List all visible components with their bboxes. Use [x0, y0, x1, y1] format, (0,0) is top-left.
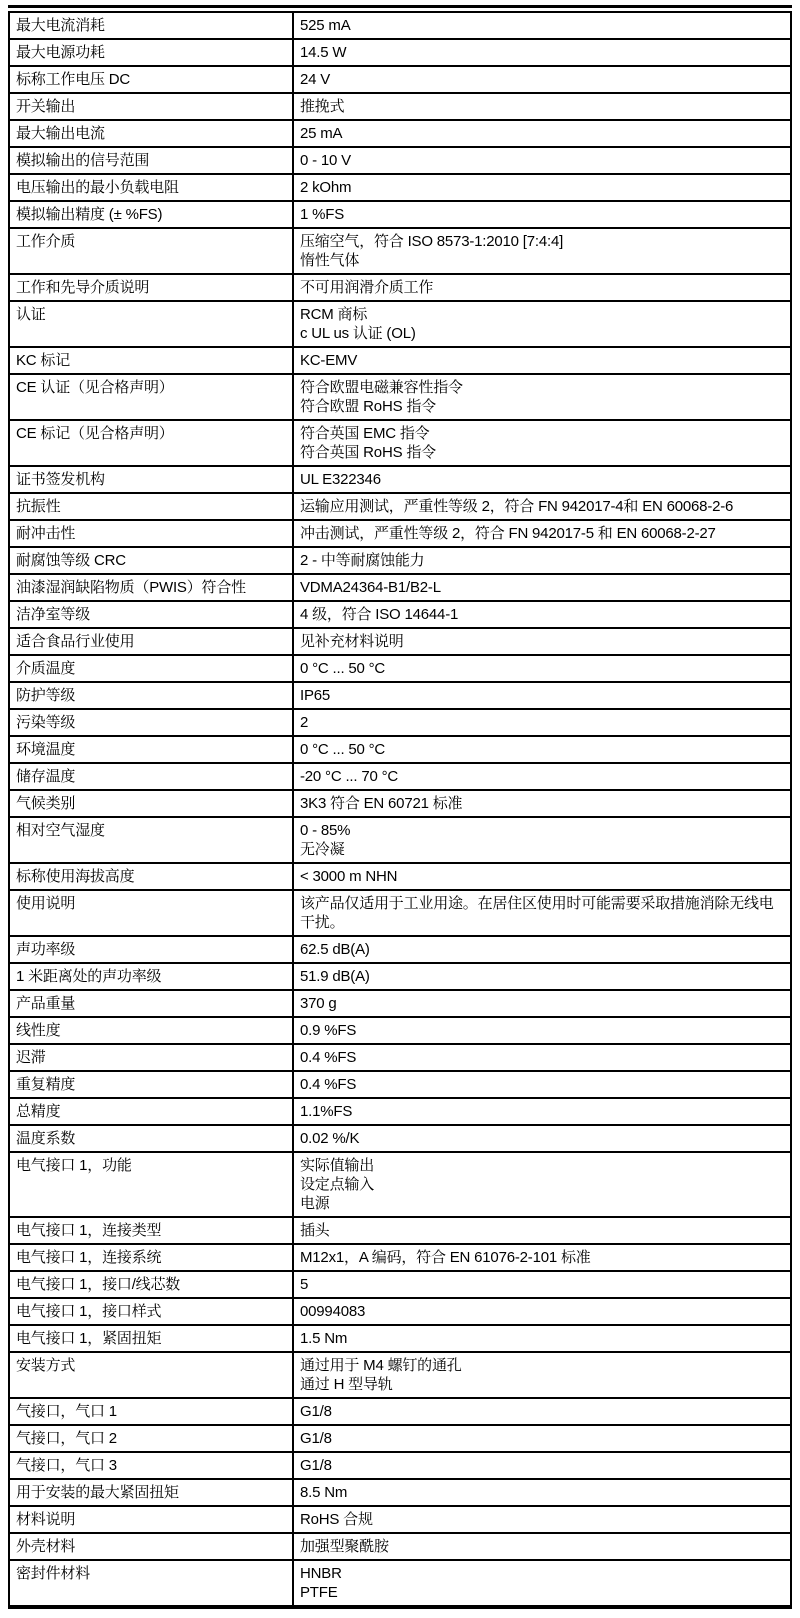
table-row	[9, 147, 791, 174]
table-row	[9, 1452, 791, 1479]
table-row	[9, 1398, 791, 1425]
spec-label: 抗振性	[9, 493, 293, 520]
table-row	[9, 420, 791, 466]
spec-label: 工作介质	[9, 228, 293, 274]
spec-value: 1 %FS	[293, 201, 791, 228]
table-row	[9, 763, 791, 790]
spec-value: 4 级，符合 ISO 14644-1	[293, 601, 791, 628]
spec-value: 压缩空气，符合 ISO 8573-1:2010 [7:4:4] 惰性气体	[293, 228, 791, 274]
spec-value: 符合欧盟电磁兼容性指令 符合欧盟 RoHS 指令	[293, 374, 791, 420]
spec-value: 插头	[293, 1217, 791, 1244]
table-row	[9, 990, 791, 1017]
spec-value: 525 mA	[293, 12, 791, 39]
spec-value: 符合英国 EMC 指令 符合英国 RoHS 指令	[293, 420, 791, 466]
spec-value: IP65	[293, 682, 791, 709]
table-row	[9, 1506, 791, 1533]
table-row	[9, 863, 791, 890]
spec-value: 14.5 W	[293, 39, 791, 66]
spec-value: 加强型聚酰胺	[293, 1533, 791, 1560]
table-row	[9, 1044, 791, 1071]
spec-value: RoHS 合规	[293, 1506, 791, 1533]
table-row	[9, 1098, 791, 1125]
table-row	[9, 201, 791, 228]
spec-value: 2 - 中等耐腐蚀能力	[293, 547, 791, 574]
spec-value: 0.4 %FS	[293, 1071, 791, 1098]
spec-value: 0 - 85% 无冷凝	[293, 817, 791, 863]
spec-label: 电压输出的最小负载电阻	[9, 174, 293, 201]
spec-label: 证书签发机构	[9, 466, 293, 493]
spec-value: 0 °C ... 50 °C	[293, 736, 791, 763]
table-row	[9, 66, 791, 93]
table-row	[9, 709, 791, 736]
table-row	[9, 1217, 791, 1244]
spec-label: 储存温度	[9, 763, 293, 790]
spec-value: HNBR PTFE	[293, 1560, 791, 1607]
table-row	[9, 1325, 791, 1352]
table-row	[9, 790, 791, 817]
spec-value: 370 g	[293, 990, 791, 1017]
table-row	[9, 1425, 791, 1452]
spec-value: -20 °C ... 70 °C	[293, 763, 791, 790]
table-row	[9, 39, 791, 66]
spec-label: 标称工作电压 DC	[9, 66, 293, 93]
spec-label: 认证	[9, 301, 293, 347]
spec-value: G1/8	[293, 1425, 791, 1452]
table-row	[9, 493, 791, 520]
spec-label: 气候类别	[9, 790, 293, 817]
spec-label: 气接口，气口 2	[9, 1425, 293, 1452]
spec-label: 相对空气湿度	[9, 817, 293, 863]
spec-label: 总精度	[9, 1098, 293, 1125]
spec-label: 重复精度	[9, 1071, 293, 1098]
table-row	[9, 1533, 791, 1560]
spec-label: 环境温度	[9, 736, 293, 763]
spec-value: 2	[293, 709, 791, 736]
spec-value: 该产品仅适用于工业用途。在居住区使用时可能需要采取措施消除无线电干扰。	[293, 890, 791, 936]
spec-label: 产品重量	[9, 990, 293, 1017]
table-row	[9, 817, 791, 863]
spec-label: 电气接口 1，连接类型	[9, 1217, 293, 1244]
spec-value: 0.02 %/K	[293, 1125, 791, 1152]
spec-value: 0 - 10 V	[293, 147, 791, 174]
spec-label: 开关输出	[9, 93, 293, 120]
table-row	[9, 1125, 791, 1152]
spec-label: 污染等级	[9, 709, 293, 736]
spec-value: KC-EMV	[293, 347, 791, 374]
top-divider-rule	[8, 5, 792, 8]
spec-value: UL E322346	[293, 466, 791, 493]
spec-label: 迟滞	[9, 1044, 293, 1071]
spec-label: 模拟输出精度 (± %FS)	[9, 201, 293, 228]
spec-table	[8, 11, 792, 1609]
spec-value: 推挽式	[293, 93, 791, 120]
spec-label: 外壳材料	[9, 1533, 293, 1560]
spec-value: 24 V	[293, 66, 791, 93]
spec-value: 51.9 dB(A)	[293, 963, 791, 990]
spec-label: 适合食品行业使用	[9, 628, 293, 655]
table-row	[9, 936, 791, 963]
spec-value: 25 mA	[293, 120, 791, 147]
table-row	[9, 93, 791, 120]
table-row	[9, 174, 791, 201]
spec-label: 气接口，气口 1	[9, 1398, 293, 1425]
spec-label: 电气接口 1，功能	[9, 1152, 293, 1217]
spec-value: 冲击测试，严重性等级 2，符合 FN 942017-5 和 EN 60068-2-27	[293, 520, 791, 547]
table-row	[9, 1479, 791, 1506]
spec-label: 耐腐蚀等级 CRC	[9, 547, 293, 574]
spec-value: M12x1，A 编码，符合 EN 61076-2-101 标准	[293, 1244, 791, 1271]
table-row	[9, 601, 791, 628]
spec-value: G1/8	[293, 1398, 791, 1425]
table-row	[9, 120, 791, 147]
spec-label: 1 米距离处的声功率级	[9, 963, 293, 990]
spec-label: 油漆湿润缺陷物质（PWIS）符合性	[9, 574, 293, 601]
spec-value: 不可用润滑介质工作	[293, 274, 791, 301]
spec-label: 气接口，气口 3	[9, 1452, 293, 1479]
table-row	[9, 547, 791, 574]
table-row	[9, 301, 791, 347]
spec-value: 见补充材料说明	[293, 628, 791, 655]
spec-value: 0.9 %FS	[293, 1017, 791, 1044]
spec-value: RCM 商标 c UL us 认证 (OL)	[293, 301, 791, 347]
spec-value: 3K3 符合 EN 60721 标准	[293, 790, 791, 817]
table-row	[9, 682, 791, 709]
spec-label: KC 标记	[9, 347, 293, 374]
spec-value: 0 °C ... 50 °C	[293, 655, 791, 682]
table-row	[9, 655, 791, 682]
spec-label: 材料说明	[9, 1506, 293, 1533]
table-row	[9, 1352, 791, 1398]
spec-label: 密封件材料	[9, 1560, 293, 1607]
spec-label: 用于安装的最大紧固扭矩	[9, 1479, 293, 1506]
spec-label: 声功率级	[9, 936, 293, 963]
spec-value: VDMA24364-B1/B2-L	[293, 574, 791, 601]
table-row	[9, 466, 791, 493]
table-row	[9, 374, 791, 420]
spec-label: 电气接口 1，接口/线芯数	[9, 1271, 293, 1298]
spec-value: 00994083	[293, 1298, 791, 1325]
spec-label: CE 认证（见合格声明）	[9, 374, 293, 420]
spec-value: 实际值输出 设定点输入 电源	[293, 1152, 791, 1217]
spec-value: 通过用于 M4 螺钉的通孔 通过 H 型导轨	[293, 1352, 791, 1398]
spec-value: 1.1%FS	[293, 1098, 791, 1125]
table-row	[9, 963, 791, 990]
spec-label: 电气接口 1，接口样式	[9, 1298, 293, 1325]
table-row	[9, 574, 791, 601]
spec-label: 洁净室等级	[9, 601, 293, 628]
table-row	[9, 1298, 791, 1325]
table-row	[9, 1244, 791, 1271]
spec-label: CE 标记（见合格声明）	[9, 420, 293, 466]
spec-value: 0.4 %FS	[293, 1044, 791, 1071]
spec-label: 电气接口 1，紧固扭矩	[9, 1325, 293, 1352]
spec-table-body	[9, 12, 791, 1607]
spec-label: 模拟输出的信号范围	[9, 147, 293, 174]
spec-value: G1/8	[293, 1452, 791, 1479]
table-row	[9, 1560, 791, 1607]
spec-value: < 3000 m NHN	[293, 863, 791, 890]
spec-label: 线性度	[9, 1017, 293, 1044]
spec-label: 最大输出电流	[9, 120, 293, 147]
spec-value: 5	[293, 1271, 791, 1298]
spec-label: 标称使用海拔高度	[9, 863, 293, 890]
datasheet	[8, 5, 792, 1609]
spec-value: 1.5 Nm	[293, 1325, 791, 1352]
table-row	[9, 520, 791, 547]
spec-label: 温度系数	[9, 1125, 293, 1152]
spec-value: 2 kOhm	[293, 174, 791, 201]
spec-label: 电气接口 1，连接系统	[9, 1244, 293, 1271]
table-row	[9, 228, 791, 274]
spec-label: 最大电源功耗	[9, 39, 293, 66]
table-row	[9, 890, 791, 936]
table-row	[9, 1017, 791, 1044]
spec-label: 防护等级	[9, 682, 293, 709]
spec-label: 工作和先导介质说明	[9, 274, 293, 301]
spec-value: 运输应用测试，严重性等级 2，符合 FN 942017-4和 EN 60068-2-6	[293, 493, 791, 520]
spec-label: 使用说明	[9, 890, 293, 936]
table-row	[9, 12, 791, 39]
table-row	[9, 1152, 791, 1217]
table-row	[9, 347, 791, 374]
table-row	[9, 274, 791, 301]
table-row	[9, 1071, 791, 1098]
table-row	[9, 628, 791, 655]
table-row	[9, 736, 791, 763]
spec-value: 62.5 dB(A)	[293, 936, 791, 963]
spec-label: 安装方式	[9, 1352, 293, 1398]
spec-label: 耐冲击性	[9, 520, 293, 547]
table-row	[9, 1271, 791, 1298]
spec-label: 介质温度	[9, 655, 293, 682]
spec-value: 8.5 Nm	[293, 1479, 791, 1506]
spec-label: 最大电流消耗	[9, 12, 293, 39]
